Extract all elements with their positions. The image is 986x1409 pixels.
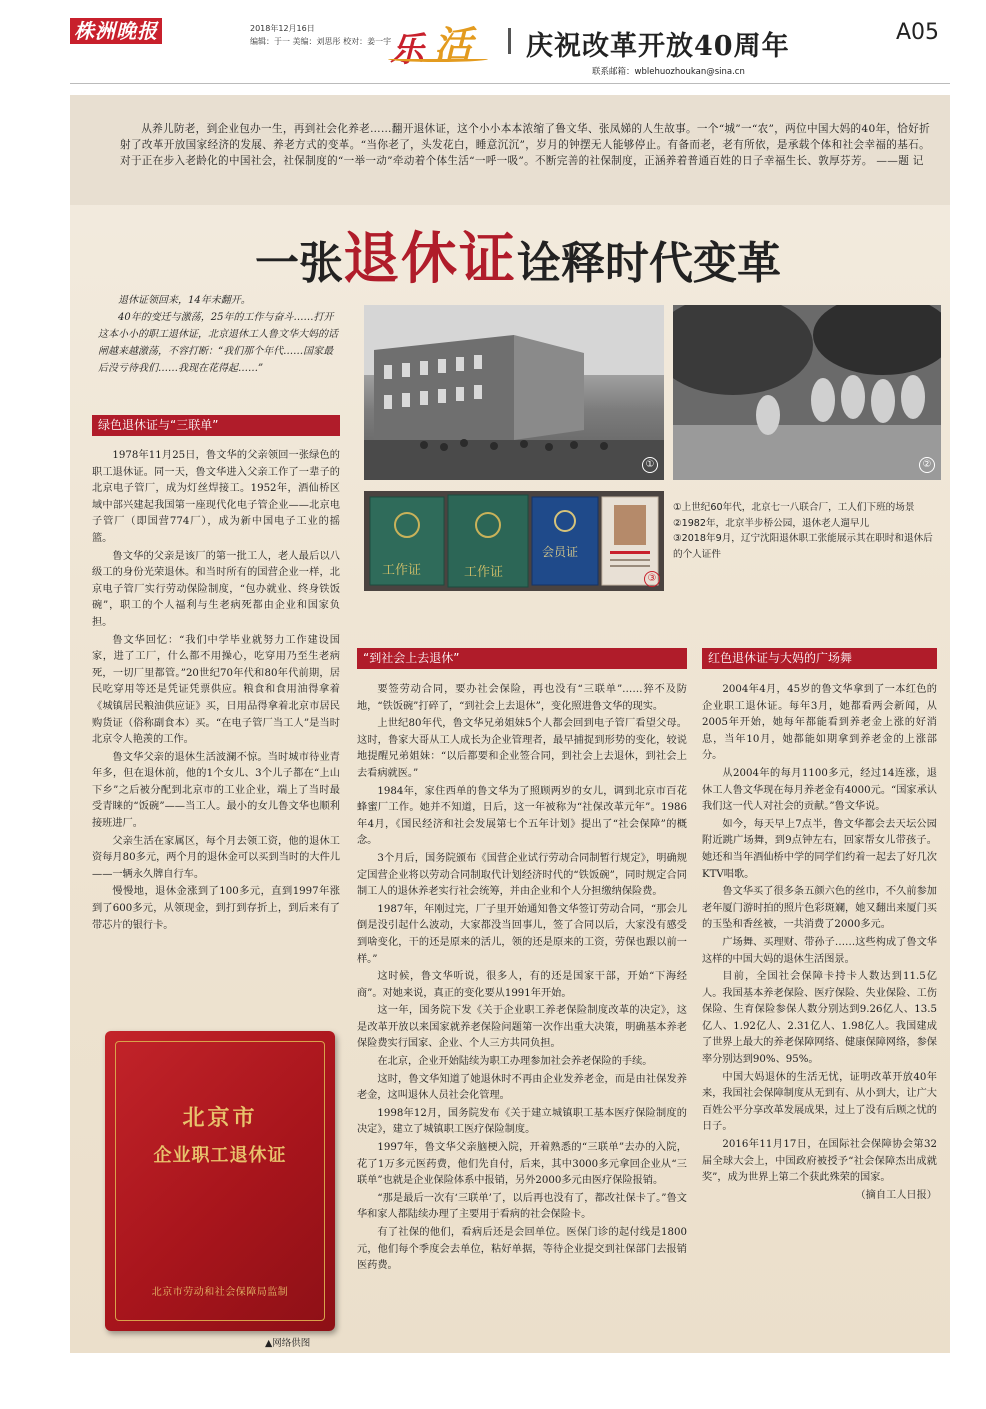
lead-quote bbox=[98, 292, 338, 377]
headline bbox=[255, 215, 781, 295]
page-number: A05 bbox=[896, 20, 940, 45]
paragraph: 中国大妈退休的生活无忧，证明改革开放40年来，我国社会保障制度从无到有、从小到大，让广大百姓公平分享改革发展成果，过上了没有后顾之忧的日子。 bbox=[702, 1071, 937, 1133]
booklet-label: 会员证 bbox=[542, 545, 579, 559]
paragraph: 目前，全国社会保障卡持卡人数达到11.5亿人。我国基本养老保险、医疗保险、失业保险、工伤保险、生育保险参保人数分别达到9.26亿人、13.5亿人、1.92亿人、2.31亿人、1.98亿人。我国建成了世界上最大的养老保障网络、健康保障网络，参保率分别达到90%、95%。 bbox=[702, 971, 937, 1066]
lehuo-char-1: 乐 bbox=[390, 30, 424, 70]
source-note: （摘自工人日报） bbox=[855, 1189, 937, 1201]
paragraph: 这时候，鲁文华听说，很多人，有的还是国家干部，开始“下海经商”。对她来说，真正的变化要从1991年开始。 bbox=[357, 971, 687, 999]
paragraph: 1987年，年刚过完，厂子里开始通知鲁文华签订劳动合同，“那会儿倒是没引起什么波动，大家都没当回事儿，签了合同以后，大家没有感受到啥变化，干的还是原来的活儿，领的还是原来的工资，劳保也跟以前一样。” bbox=[357, 903, 687, 965]
paragraph: 要签劳动合同，要办社会保险，再也没有“三联单”……猝不及防地，“铁饭碗”打碎了，“到社会上去退休”，变化照进鲁文华的现实。 bbox=[357, 684, 687, 712]
paragraph: 上世纪80年代，鲁文华兄弟姐妹5个人都会回到电子管厂看望父母。这时，鲁家大哥从工人成长为企业管理者，最早捕捉到形势的变化，较说地提醒兄弟姐妹：“以后都要和企业签合同，到社会上去退休，到社会上去看病就医。” bbox=[357, 718, 687, 779]
photo-number-1: ① bbox=[642, 457, 658, 473]
section2-body bbox=[357, 682, 687, 1276]
lead-line: 退休证领回来，14年未翻开。 bbox=[118, 295, 251, 306]
photo-id-booklets bbox=[364, 491, 664, 591]
section-title: 庆祝改革开放40周年 bbox=[526, 31, 790, 62]
intro-band bbox=[70, 95, 950, 205]
factory-illustration bbox=[364, 305, 664, 480]
paragraph: 鲁文华的父亲是该厂的第一批工人，老人最后以八级工的身份光荣退休。和当时所有的国营企业一样，北京电子管厂实行劳动保险制度，“包办就业、终身铁饭碗”，职工的个人福利与生老病死都由企业和国家负担。 bbox=[92, 550, 340, 628]
section1-body bbox=[92, 448, 340, 935]
paragraph: 从2004年的每月1100多元，经过14连涨，退休工人鲁文华现在每月养老金有4000元。“国家承认我们这一代人对社会的贡献。”鲁文华说。 bbox=[702, 767, 937, 813]
section3-body bbox=[702, 682, 937, 1205]
headline-post: 诠释时代变革 bbox=[517, 238, 781, 289]
park-illustration bbox=[673, 305, 941, 480]
lead-line: 40年的变迁与激荡，25年的工作与奋斗……打开这本小小的职工退休证，北京退休工人鲁文华大妈的话闸越来越激荡，不容打断：“我们那个年代……国家最后没亏待我们……我现在花得起……” bbox=[98, 312, 338, 374]
certificate-border bbox=[115, 1041, 325, 1321]
paragraph: 1984年，家住西单的鲁文华为了照顾两岁的女儿，调到北京市百花蜂蜜厂工作。她并不知道，日后，这一年被称为“社保改革元年”。1986年4月，《国民经济和社会发展第七个五年计划》提出了“社会保障”的概念。 bbox=[357, 785, 687, 847]
title-divider bbox=[508, 28, 511, 54]
paragraph: 这一年，国务院下发《关于企业职工养老保险制度改革的决定》，这是改革开放以来国家就养老保险问题第一次作出重大决策，明确基本养老保险费实行国家、企业、个人三方共同负担。 bbox=[357, 1005, 687, 1050]
masthead bbox=[0, 0, 986, 92]
paragraph: 2016年11月17日，在国际社会保障协会第32届全球大会上，中国政府被授予“社会保障杰出成就奖”，成为世界上第二个获此殊荣的国家。 bbox=[702, 1139, 937, 1184]
section2-heading: “到社会上去退休” bbox=[357, 648, 687, 669]
contact-email: 联系邮箱：wblehuozhoukan@sina.cn bbox=[592, 67, 745, 77]
booklet-label: 工作证 bbox=[382, 563, 422, 578]
photo-captions bbox=[673, 500, 941, 562]
paragraph: 鲁文华父亲的退休生活波澜不惊。当时城市待业青年多，但在退休前，他的1个女儿、3个儿子都在“上山下乡”之后被分配到北京市的工业企业，端上了当时最受青睐的“饭碗”——当工人。最小的女儿鲁文华也顺利接班进厂。 bbox=[92, 751, 340, 830]
article-panel bbox=[70, 95, 950, 1353]
paragraph: 1978年11月25日，鲁文华的父亲领回一张绿色的职工退休证。同一天，鲁文华进入父亲工作了一辈子的北京电子管厂，成为灯丝焊接工。1952年，酒仙桥区域中部兴建起我国第一座现代化电子管企业——北京电子管厂（即国营774厂），成为新中国电子工业的摇篮。 bbox=[92, 450, 340, 544]
certificate-line-2: 企业职工退休证 bbox=[153, 1145, 287, 1166]
editor-credits: 编辑：于一 美编：刘思彤 校对：姜一宇 bbox=[250, 37, 392, 46]
paragraph: 1998年12月，国务院发布《关于建立城镇职工基本医疗保险制度的决定》，建立了城镇职工医疗保险制度。 bbox=[357, 1107, 687, 1136]
paragraph: 鲁文华买了很多条五颜六色的丝巾，不久前参加老年厦门游时拍的照片色彩斑斓，她又翻出来厦门买的玉坠和香丝被，一共消费了2000多元。 bbox=[702, 886, 937, 931]
caption: ③2018年9月，辽宁沈阳退休职工张能展示其在职时和退休后的个人证件 bbox=[673, 533, 933, 560]
image-credit: ▲网络供图 bbox=[265, 1338, 311, 1349]
paragraph: 1997年，鲁文华父亲脑梗入院，开着熟悉的“三联单”去办的入院，花了1万多元医药费，他们先自付，后来，其中3000多元拿回企业从“三联单”也就是企业保险体系中报销，另外2000多元由医疗保险报销。 bbox=[357, 1142, 687, 1187]
paragraph: 2004年4月，45岁的鲁文华拿到了一本红色的企业职工退休证。每年3月，她都看两会新闻，从2005年开始，她每年都能看到养老金上涨的好消息，当年10月，她都能如期拿到养老金的上涨部分。 bbox=[702, 684, 937, 762]
paragraph: “那是最后一次有‘三联单’了，以后再也没有了，都改社保卡了。”鲁文华和家人都陆续办理了主要用于看病的社会保险卡。 bbox=[357, 1192, 687, 1221]
paragraph: 有了社保的他们，看病后还是会回单位。医保门诊的起付线是1800元，他们每个季度会去单位，粘好单据，等待企业提交到社保部门去报销医药费。 bbox=[357, 1227, 687, 1272]
newspaper-logo: 株洲晚报 bbox=[70, 18, 162, 44]
photo-number-3: ③ bbox=[644, 571, 660, 587]
booklet-label: 工作证 bbox=[464, 565, 504, 580]
paragraph: 这时，鲁文华知道了她退休时不再由企业发养老金，而是由社保发养老金，这叫退休人员社会化管理。 bbox=[357, 1073, 687, 1102]
headline-highlight: 退休证 bbox=[343, 226, 517, 292]
paragraph: 广场舞、买理财、带孙子……这些构成了鲁文华这样的中国大妈的退休生活图景。 bbox=[702, 936, 937, 965]
photo-number-2: ② bbox=[919, 457, 935, 473]
lehuo-char-2: 活 bbox=[434, 22, 473, 67]
paragraph: 慢慢地，退休金涨到了100多元，直到1997年涨到了600多元，从领现金，到打到存折上，到后来有了带芯片的银行卡。 bbox=[92, 886, 340, 931]
retirement-certificate-image bbox=[105, 1031, 335, 1331]
section1-heading: 绿色退休证与“三联单” bbox=[92, 415, 340, 436]
intro-paragraph: 从养儿防老，到企业包办一生，再到社会化养老……翻开退休证，这个小小本本浓缩了鲁文华、张凤娣的人生故事。一个“城”一“农”，两位中国大妈的40年，恰好折射了改革开放国家经济的发展、养老方式的变革。“当你老了，头发花白，睡意沉沉”，岁月的钟摆无人能够停止。有备而老，老有所依，是承载个体和社会幸福的基石。对于正在步入老龄化的中国社会，社保制度的“一举一动”牵动着个体生活“一呼一吸”。不断完善的社保制度，正涵养着普通百姓的日子幸福生长、敦厚芬芳。 ——题 记 bbox=[120, 123, 930, 167]
lehuo-column-logo bbox=[388, 12, 500, 68]
masthead-rule bbox=[70, 83, 950, 84]
caption: ①上世纪60年代，北京七一八联合厂，工人们下班的场景 bbox=[673, 502, 915, 513]
section3-heading: 红色退休证与大妈的广场舞 bbox=[702, 648, 937, 669]
lehuo-swoosh bbox=[388, 56, 488, 62]
certificate-line-1: 北京市 bbox=[182, 1105, 258, 1131]
paragraph: 如今，每天早上7点半，鲁文华都会去天坛公园附近跳广场舞，到9点钟左右，回家帮女儿带孩子。她还和当年酒仙桥中学的同学们约着一起去了好几次KTV唱歌。 bbox=[702, 818, 937, 880]
issue-date: 2018年12月16日 bbox=[250, 24, 315, 33]
paragraph: 鲁文华回忆：“我们中学毕业就努力工作建设国家，进了工厂，什么都不用操心，吃穿用乃至生老病死，一切厂里都管。”20世纪70年代和80年代前期，居民吃穿用等还是凭证凭票供应。粮食和食用油得拿着《城镇居民粮油供应证》买，日用品得拿着北京市居民购货证（俗称副食本）买。“在电子管厂当工人”是当时北京令人艳羡的工作。 bbox=[92, 634, 340, 746]
photo-retired-elders bbox=[673, 305, 941, 480]
photo-factory-workers bbox=[364, 305, 664, 480]
paragraph: 3个月后，国务院颁布《国营企业试行劳动合同制暂行规定》，明确规定国营企业将以劳动合同制取代计划经济时代的“铁饭碗”，同时规定合同制工人的退休养老实行社会统筹，并由企业和个人分担缴纳保险费。 bbox=[357, 852, 687, 898]
certificate-issuer: 北京市劳动和社会保障局监制 bbox=[151, 1287, 289, 1298]
headline-pre: 一张 bbox=[255, 238, 343, 289]
paragraph: 父亲生活在家属区，每个月去领工资，他的退休工资每月80多元，两个月的退休金可以买到当时的大件儿——一辆永久牌自行车。 bbox=[92, 835, 340, 880]
caption: ②1982年，北京半步桥公园，退休老人遛早儿 bbox=[673, 517, 870, 529]
paragraph: 在北京，企业开始陆续为职工办理参加社会养老保险的手续。 bbox=[377, 1056, 653, 1068]
